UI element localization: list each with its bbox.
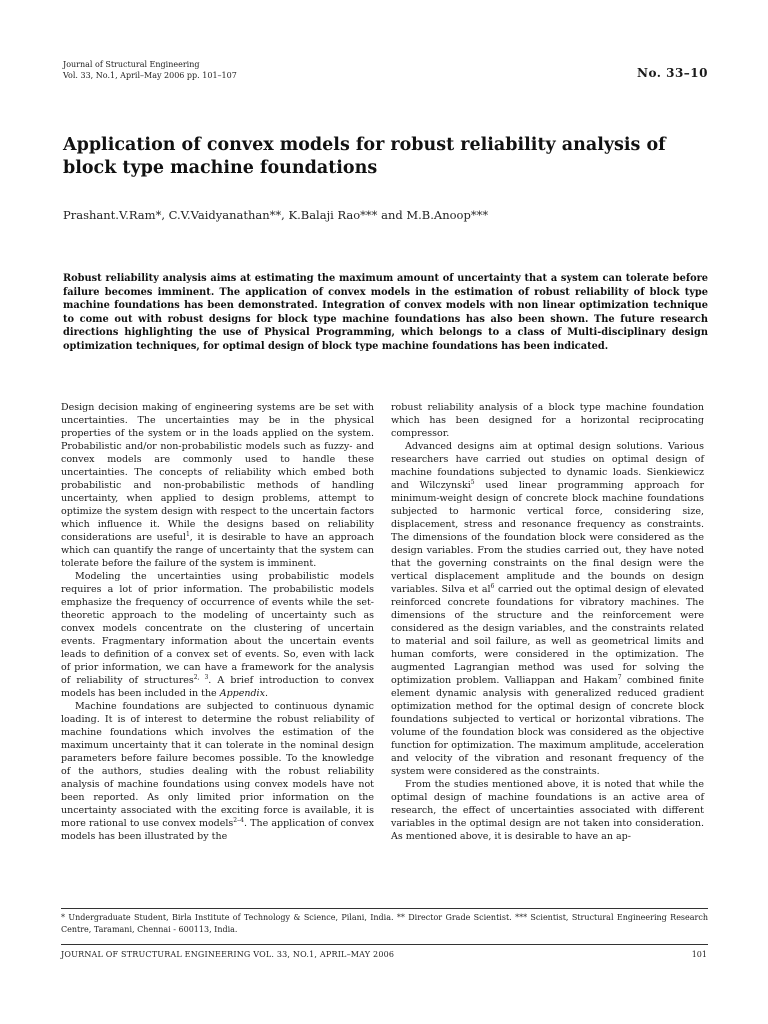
page-number: 101 — [691, 950, 707, 959]
citation-ref: 6 — [490, 582, 495, 590]
journal-name: Journal of Structural Engineering — [63, 60, 200, 69]
paragraph: robust reliability analysis of a block type machine foundation which has been designed for a horizontal reciprocating compressor. — [391, 402, 704, 439]
journal-citation — [63, 59, 237, 81]
body-column-right — [391, 401, 704, 843]
paragraph: From the studies mentioned above, it is noted that while the optimal design of machine foundations is an active area of research, the effect of uncertainties associated with different variables in the optimal design are not taken into consideration. As mentioned above, it is desirable to have an ap- — [391, 779, 704, 842]
author-affiliations-footnote: * Undergraduate Student, Birla Institute of Technology & Science, Pilani, India. ** Director Grade Scientist. *** Scientist, Structural Engineering Research Centre, Taramani, Chennai - 600113, India. — [61, 913, 708, 934]
citation-ref: 1 — [185, 530, 190, 538]
footnote-divider — [61, 908, 708, 909]
footer-divider — [61, 944, 708, 945]
paragraph: Modeling the uncertainties using probabilistic models requires a lot of prior information. The probabilistic models emphasize the frequency of occurrence of events while the set-theoretic approach to the modeling of uncertainty such as convex models concentrate on the clustering of uncertain events. Fragmentary information about the uncertain events leads to definition of a convex set of events. So, even with lack of prior information, we can have a framework for the analysis of reliability of structures$^{2, 3}$. A brief introduction to convex models has been included in the Appendix. — [61, 571, 374, 699]
paper-title: Application of convex models for robust reliability analysis of block type machine foundations — [63, 135, 666, 178]
journal-issue: Vol. 33, No.1, April–May 2006 pp. 101–107 — [63, 71, 237, 80]
paragraph: Advanced designs aim at optimal design solutions. Various researchers have carried out studies on optimal design of machine foundations subjected to dynamic loads. Sienkiewicz and Wilczynski$^5$ used linear programming approach for minimum-weight design of concrete block machine foundations subjected to harmonic vertical force, considering size, displacement, stress and resonance frequency as constraints. The dimensions of the foundation block were considered as the design variables. From the studies carried out, they have noted that the governing constraints on the final design were the vertical displacement amplitude and the bounds on design variables. Silva et $al^6$ carried out the optimal design of elevated reinforced concrete foundations for vibratory machines. The dimensions of the structure and the reinforcement were considered as the design variables, and the constraints related to material and soil failure, as well as geometrical limits and human comforts, were considered in the optimization. The augmented Lagrangian method was used for solving the optimization problem. Valliappan and Hakam$^7$ combined finite element dynamic analysis with generalized reduced gradient optimization method for the optimal design of concrete block foundations subjected to vertical or horizontal vibrations. The volume of the foundation block was considered as the objective function for optimization. The maximum amplitude, acceleration and velocity of the vibration and resonant frequency of the system were considered as the constraints. — [391, 441, 705, 777]
body-column-left — [61, 401, 374, 843]
author-list: Prashant.V.Ram*, C.V.Vaidyanathan**, K.Balaji Rao*** and M.B.Anoop*** — [63, 208, 489, 222]
citation-ref: 5 — [470, 478, 475, 486]
footer-journal: JOURNAL OF STRUCTURAL ENGINEERING VOL. 33, NO.1, APRIL–MAY 2006 — [61, 950, 395, 959]
paragraph: Design decision making of engineering systems are be set with uncertainties. The uncertainties may be in the physical properties of the system or in the loads applied on the system. Probabilistic and/or non-probabilistic models such as fuzzy- and convex models are commonly used to handle these uncertainties. The concepts of reliability which embed both probabilistic and non-probabilistic methods of handling uncertainty, when applied to design problems, attempt to optimize the system design with respect to the uncertain factors which influence it. While the designs based on reliability considerations are useful$^1$, it is desirable to have an approach which can quantify the range of uncertainty that the system can tolerate before the failure of the system is imminent. — [61, 402, 374, 569]
paragraph: Machine foundations are subjected to continuous dynamic loading. It is of interest to determine the robust reliability of machine foundations which involves the estimation of the maximum uncertainty that it can tolerate in the nominal design parameters before failure becomes possible. To the knowledge of the authors, studies dealing with the robust reliability analysis of machine foundations using convex models have not been reported. As only limited prior information on the uncertainty associated with the exciting force is available, it is more rational to use convex models$^{2-4}$. The application of convex models has been illustrated by the — [61, 701, 374, 842]
citation-ref: 7 — [617, 673, 622, 681]
abstract: Robust reliability analysis aims at estimating the maximum amount of uncertainty that a system can tolerate before failure becomes imminent. The application of convex models in the estimation of robust reliability of block type machine foundations has been demonstrated. Integration of convex models with non linear optimization technique to come out with robust designs for block type machine foundations has also been shown. The future research directions highlighting the use of Physical Programming, which belongs to a class of Multi-disciplinary design optimization techniques, for optimal design of block type machine foundations has been indicated. — [63, 273, 708, 352]
document-number: No. 33–10 — [636, 66, 708, 80]
citation-ref: 2, 3 — [193, 673, 209, 681]
citation-ref: 2–4 — [233, 816, 244, 824]
appendix-link: Appendix — [219, 688, 265, 699]
